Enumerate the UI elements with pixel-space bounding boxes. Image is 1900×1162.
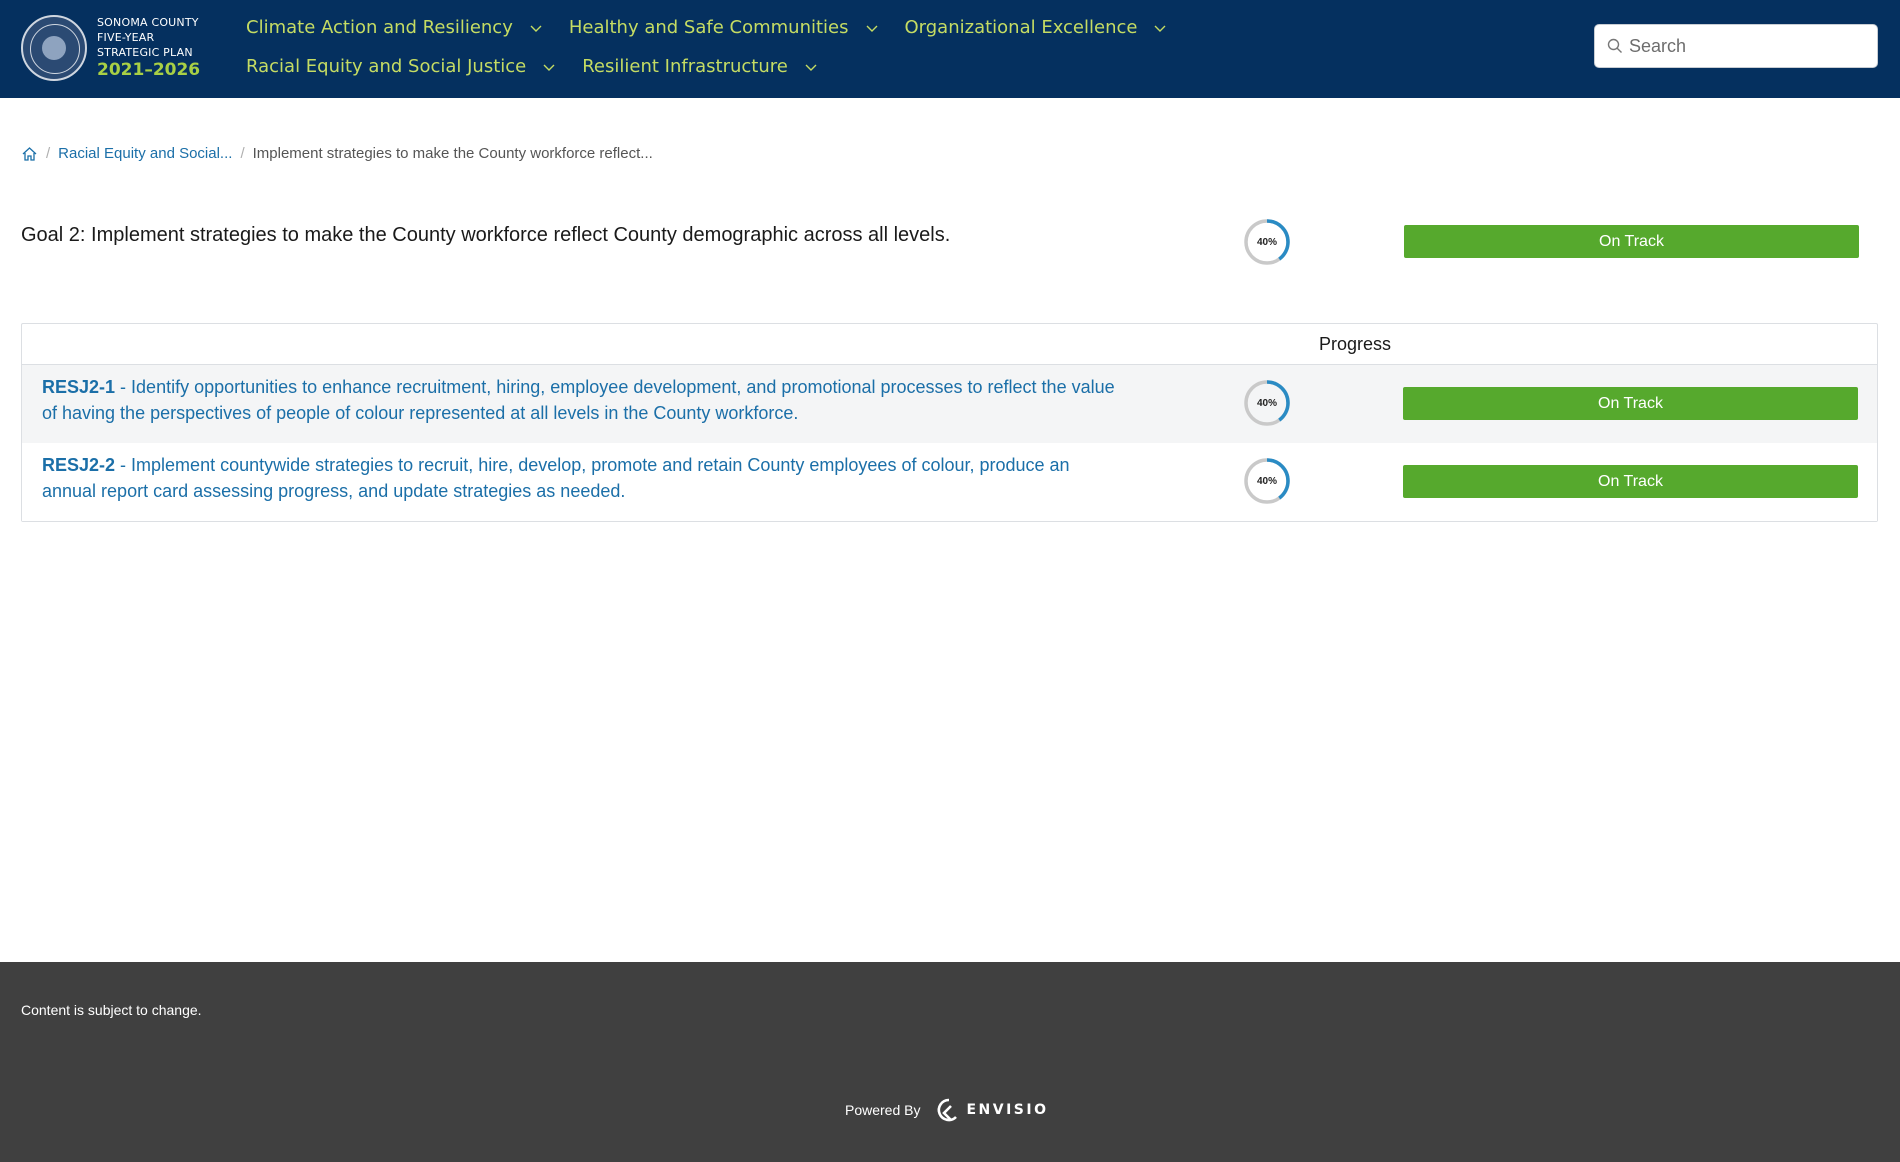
footer-note: Content is subject to change. [21, 1002, 202, 1018]
site-header [0, 0, 1900, 98]
breadcrumb-link-racial-equity[interactable]: Racial Equity and Social... [58, 145, 233, 162]
powered-by-label: Powered By [845, 1102, 921, 1118]
goal-progress-ring [1243, 218, 1291, 266]
chevron-down-icon [1153, 21, 1167, 35]
goal-progress-label: 40% [1256, 236, 1277, 248]
breadcrumb-current: Implement strategies to make the County workforce reflect... [252, 145, 653, 162]
nav-item-racial-equity[interactable] [246, 47, 556, 86]
breadcrumb-separator: / [46, 145, 51, 162]
site-footer [0, 962, 1900, 1162]
action-status-badge: On Track [1403, 465, 1858, 498]
logo-line-1: SONOMA COUNTY [97, 15, 199, 29]
action-description: - Identify opportunities to enhance recruitment, hiring, employee development, and promotional processes to reflect the value of having the perspectives of people of colour represented at all levels in the County workforce. [42, 377, 1115, 423]
nav-item-healthy-safe[interactable] [569, 8, 879, 47]
logo-years: 2021–2026 [97, 59, 201, 80]
goal-title: Goal 2: Implement strategies to make the County workforce reflect County demographic across all levels. [21, 224, 951, 246]
logo-line-3: STRATEGIC PLAN [97, 45, 193, 59]
search-box[interactable] [1594, 24, 1878, 68]
goal-status-badge: On Track [1404, 225, 1859, 258]
home-icon[interactable] [21, 146, 38, 162]
search-input[interactable] [1629, 36, 1869, 57]
action-code: RESJ2-1 [42, 377, 116, 397]
envisio-logo-icon [934, 1097, 960, 1123]
nav-item-label: Organizational Excellence [904, 17, 1138, 38]
nav-item-climate-action[interactable] [246, 8, 543, 47]
action-progress-label: 40% [1256, 397, 1277, 409]
action-link-resj2-1[interactable] [42, 374, 1122, 426]
nav-item-label: Climate Action and Resiliency [246, 17, 513, 38]
logo-text [97, 15, 200, 81]
nav-item-label: Racial Equity and Social Justice [246, 56, 527, 77]
progress-column-header: Progress [1318, 334, 1392, 354]
site-logo[interactable] [21, 12, 201, 83]
nav-item-resilient-infrastructure[interactable] [582, 47, 818, 86]
action-progress-ring [1243, 457, 1291, 505]
action-progress-ring [1243, 379, 1291, 427]
search-icon [1607, 38, 1623, 54]
logo-line-2: FIVE-YEAR [97, 30, 155, 44]
chevron-down-icon [529, 21, 543, 35]
main-nav [246, 8, 1406, 86]
powered-by[interactable] [845, 1097, 1049, 1123]
envisio-brand-name: ENVISIO [966, 1102, 1049, 1118]
breadcrumb [21, 145, 653, 162]
nav-item-label: Healthy and Safe Communities [568, 17, 849, 38]
breadcrumb-separator: / [240, 145, 245, 162]
action-progress-label: 40% [1256, 475, 1277, 487]
action-description: - Implement countywide strategies to recruit, hire, develop, promote and retain County employees of colour, produce an annual report card assessing progress, and update strategies as needed. [42, 455, 1070, 501]
action-code: RESJ2-2 [42, 455, 116, 475]
chevron-down-icon [542, 60, 556, 74]
chevron-down-icon [804, 60, 818, 74]
action-status-badge: On Track [1403, 387, 1858, 420]
nav-item-label: Resilient Infrastructure [582, 56, 788, 77]
action-link-resj2-2[interactable] [42, 452, 1122, 504]
county-seal-icon [21, 15, 87, 81]
nav-item-organizational-excellence[interactable] [905, 8, 1168, 47]
chevron-down-icon [865, 21, 879, 35]
